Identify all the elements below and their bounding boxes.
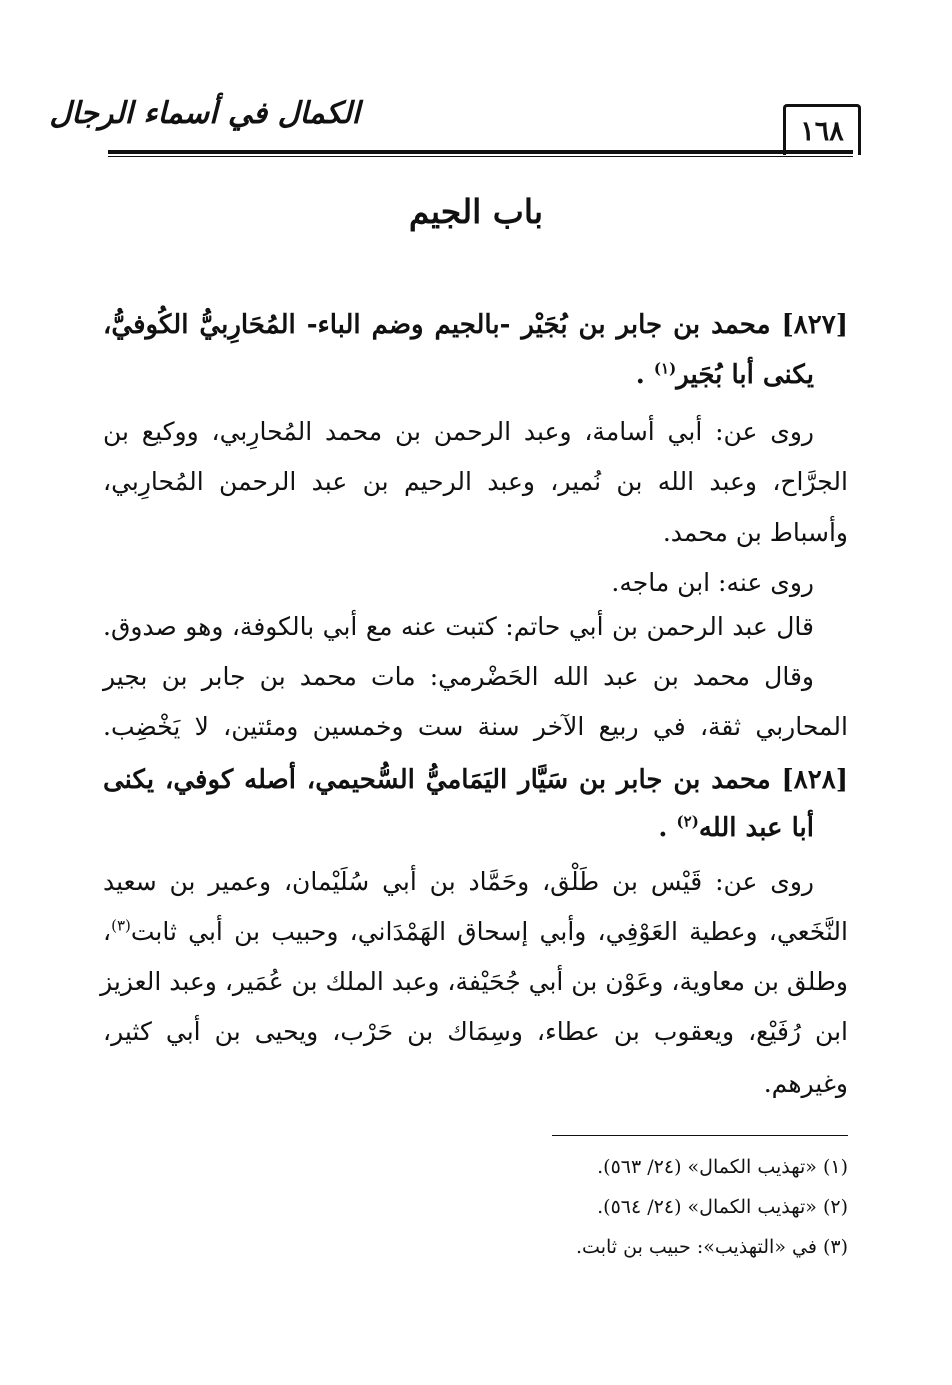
body-line: وغيرهم. xyxy=(763,1069,848,1098)
body-line: المحاربي ثقة، في ربيع الآخر سنة ست وخمسين ومئتين، لا يَخْضِب. xyxy=(103,712,848,741)
body-line: وطلق بن معاوية، وعَوْن بن أبي جُحَيْفة، وعبد الملك بن عُمَير، وعبد العزيز xyxy=(100,967,848,996)
page-number: ١٦٨ xyxy=(783,104,861,155)
footnote-1: (١) «تهذيب الكمال» (٢٤/ ٥٦٣). xyxy=(597,1156,848,1178)
footnote-ref-3: (٣) xyxy=(111,916,131,935)
period: . xyxy=(658,813,668,843)
body-line: وأسباط بن محمد. xyxy=(662,518,848,547)
kunya-text: أبا عبد الله xyxy=(698,813,814,843)
entry-828-kunya xyxy=(103,808,814,848)
footnote-ref-1: (١) xyxy=(653,359,677,378)
chapter-title: باب الجيم xyxy=(408,192,544,231)
body-line: روى عنه: ابن ماجه. xyxy=(611,568,814,597)
entry-827-kunya xyxy=(103,355,814,395)
header-rule-thin xyxy=(108,156,853,157)
body-line: الجرَّاح، وعبد الله بن نُمير، وعبد الرحيم بن عبد الرحمن المُحارِبي، xyxy=(103,467,848,496)
comma: ، xyxy=(103,917,112,946)
body-line: قال عبد الرحمن بن أبي حاتم: كتبت عنه مع أبي بالكوفة، وهو صدوق. xyxy=(103,612,814,641)
kunya-text: يكنى أبا بُجَير xyxy=(676,360,814,390)
body-line: وقال محمد بن عبد الله الحَضْرمي: مات محمد بن جابر بن بجير xyxy=(103,662,814,691)
footnote-separator xyxy=(552,1135,848,1136)
entry-828-heading: [٨٢٨] محمد بن جابر بن سَيَّار اليَمَاميُّ السُّحيمي، أصله كوفي، يكنى xyxy=(103,765,848,795)
footnote-2: (٢) «تهذيب الكمال» (٢٤/ ٥٦٤). xyxy=(597,1196,848,1218)
footnote-ref-2: (٢) xyxy=(676,812,699,831)
body-text: النَّخَعي، وعطية العَوْفِي، وأبي إسحاق الهَمْدَاني، وحبيب بن أبي ثابت xyxy=(130,917,848,946)
header-rule xyxy=(108,150,853,154)
footnote-3: (٣) في «التهذيب»: حبيب بن ثابت. xyxy=(576,1236,848,1258)
entry-827-heading: [٨٢٧] محمد بن جابر بن بُجَيْر -بالجيم وضم الباء- المُحَارِبيُّ الكُوفيُّ، xyxy=(103,310,848,340)
body-line: روى عن: أبي أسامة، وعبد الرحمن بن محمد المُحارِبي، ووكيع بن xyxy=(103,417,814,446)
body-line: ابن رُفَيْع، ويعقوب بن عطاء، وسِمَاك بن حَرْب، ويحيى بن أبي كثير، xyxy=(103,1017,848,1046)
body-line xyxy=(103,912,848,952)
running-title: الكمال في أسماء الرجال xyxy=(49,96,360,131)
body-line: روى عن: قَيْس بن طَلْق، وحَمَّاد بن أبي سُلَيْمان، وعمير بن سعيد xyxy=(103,867,814,896)
period: . xyxy=(635,360,645,390)
